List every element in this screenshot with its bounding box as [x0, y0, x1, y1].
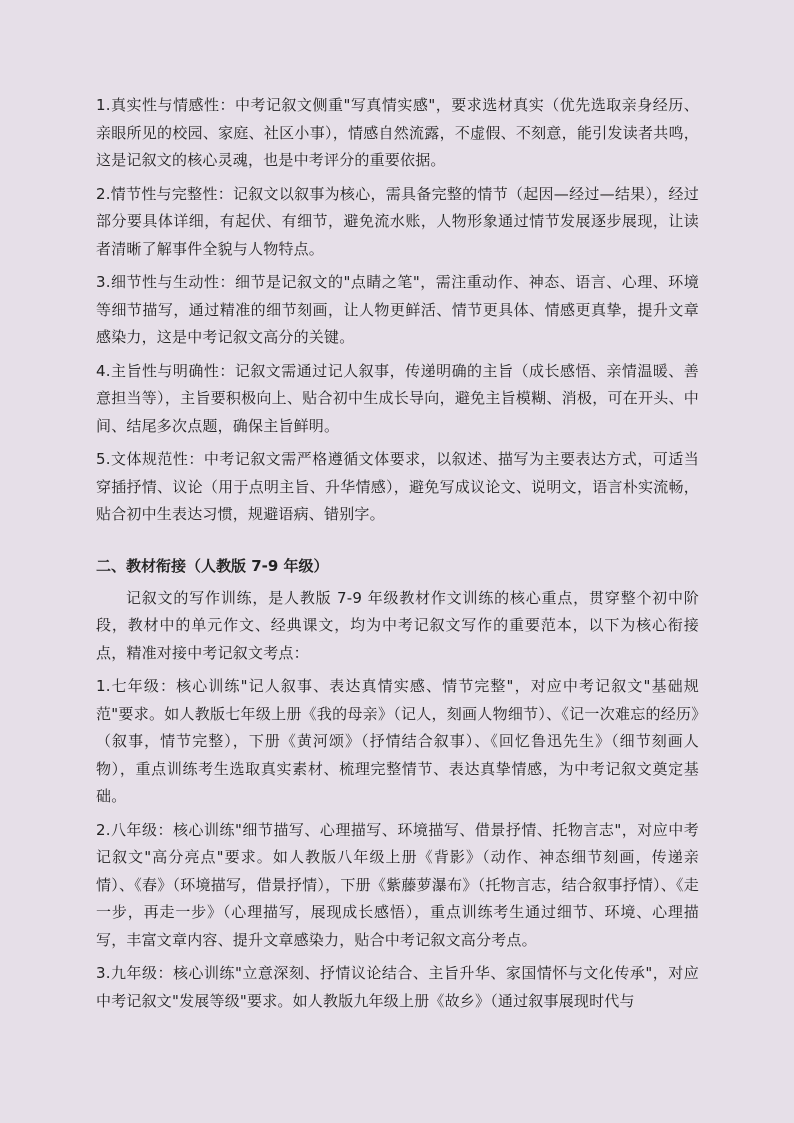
- section2-item-grade9: 3.九年级：核心训练"立意深刻、抒情议论结合、主旨升华、家国情怀与文化传承"，对应中考记叙文"发展等级"要求。如人教版九年级上册《故乡》（通过叙事展现时代与: [96, 964, 699, 1010]
- section1-list: [96, 92, 699, 529]
- section2-list: [96, 673, 699, 1015]
- section1-item-1: 1.真实性与情感性：中考记叙文侧重"写真情实感"，要求选材真实（优先选取亲身经历、亲眼所见的校园、家庭、社区小事），情感自然流露，不虚假、不刻意，能引发读者共鸣，这是记叙文的核心灵魂，也是中考评分的重要依据。: [96, 96, 699, 169]
- document-page: [96, 92, 699, 1021]
- section2-item-grade8: 2.八年级：核心训练"细节描写、心理描写、环境描写、借景抒情、托物言志"，对应中考记叙文"高分亮点"要求。如人教版八年级上册《背影》（动作、神态细节刻画，传递亲情）、《春》（环境描写，借景抒情），下册《紫藤萝瀑布》（托物言志，结合叙事抒情）、《走一步，再走一步》（心理描写，展现成长感悟），重点训练考生通过细节、环境、心理描写，丰富文章内容、提升文章感染力，贴合中考记叙文高分考点。: [96, 820, 699, 949]
- section1-item-3: 3.细节性与生动性：细节是记叙文的"点睛之笔"，需注重动作、神态、语言、心理、环境等细节描写，通过精准的细节刻画，让人物更鲜活、情节更具体、情感更真挚，提升文章感染力，这是中考记叙文高分的关键。: [96, 273, 699, 346]
- section1-item-4: 4.主旨性与明确性：记叙文需通过记人叙事，传递明确的主旨（成长感悟、亲情温暖、善意担当等），主旨要积极向上、贴合初中生成长导向，避免主旨模糊、消极，可在开头、中间、结尾多次点题，确保主旨鲜明。: [96, 361, 699, 435]
- section1-item-2: 2.情节性与完整性：记叙文以叙事为核心，需具备完整的情节（起因—经过—结果），经过部分要具体详细，有起伏、有细节，避免流水账，人物形象通过情节发展逐步展现，让读者清晰了解事件全貌与人物特点。: [96, 184, 699, 258]
- section2-heading: 二、教材衔接（人教版 7-9 年级）: [96, 556, 329, 575]
- section2-item-grade7: 1.七年级：核心训练"记人叙事、表达真情实感、情节完整"，对应中考记叙文"基础规范"要求。如人教版七年级上册《我的母亲》（记人，刻画人物细节）、《记一次难忘的经历》（叙事，情节完整），下册《黄河颂》（抒情结合叙事）、《回忆鲁迅先生》（细节刻画人物），重点训练考生选取真实素材、梳理完整情节、表达真挚情感，为中考记叙文奠定基础。: [96, 677, 699, 805]
- section1-item-5: 5.文体规范性：中考记叙文需严格遵循文体要求，以叙述、描写为主要表达方式，可适当穿插抒情、议论（用于点明主旨、升华情感），避免写成议论文、说明文，语言朴实流畅，贴合初中生表达习惯，规避语病、错别字。: [96, 450, 699, 523]
- section2-intro: 记叙文的写作训练，是人教版 7-9 年级教材作文训练的核心重点，贯穿整个初中阶段，教材中的单元作文、经典课文，均为中考记叙文写作的重要范本，以下为核心衔接点，精准对接中考记叙文考点：: [96, 588, 699, 662]
